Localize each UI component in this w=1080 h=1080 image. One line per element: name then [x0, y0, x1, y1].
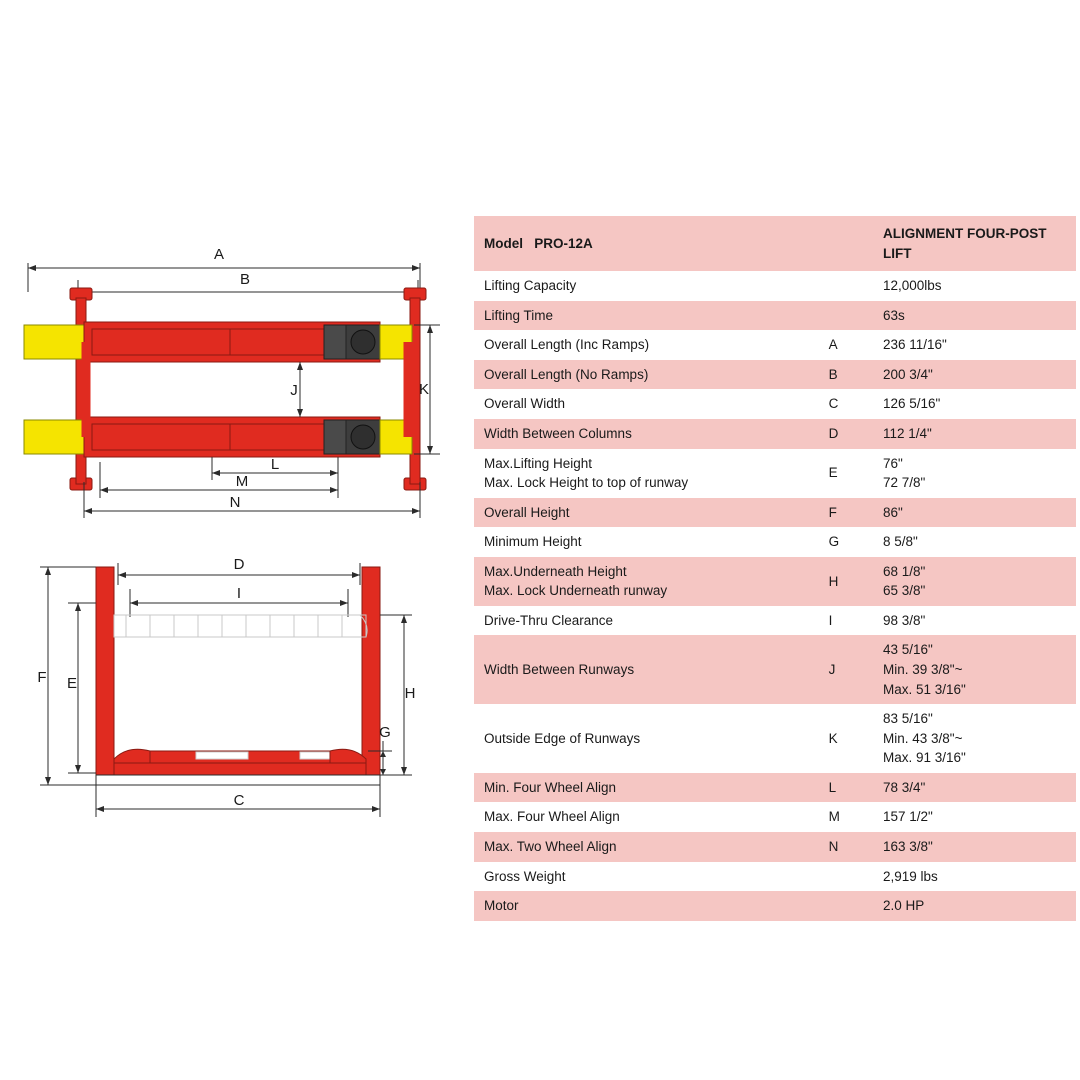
spec-row: [474, 802, 1076, 832]
spec-row-value: [873, 498, 1076, 528]
spec-row-code: I: [819, 606, 873, 636]
spec-row-value: [873, 802, 1076, 832]
spec-row-label: [474, 832, 819, 862]
spec-row-value: [873, 389, 1076, 419]
spec-row-label: [474, 389, 819, 419]
spec-row-label: [474, 449, 819, 498]
spec-row-value: [873, 773, 1076, 803]
base-plate: [96, 775, 380, 785]
header-code-cell: [819, 216, 873, 271]
spec-row: [474, 419, 1076, 449]
spec-label-line: Lifting Time: [484, 307, 554, 323]
spec-value-line: 2.0 HP: [882, 898, 925, 914]
spec-row-value: [873, 635, 1076, 704]
spec-table-header-row: [474, 216, 1076, 271]
spec-row-code: L: [819, 773, 873, 803]
spec-row-value: [873, 419, 1076, 449]
spec-row-label: [474, 704, 819, 773]
spec-value-line: 8 5/8": [882, 534, 918, 550]
spec-label-line: Max.Underneath Height: [484, 563, 627, 579]
spec-value-line: 98 3/8": [882, 612, 926, 628]
spec-value-line: 78 3/4": [882, 779, 926, 795]
dim-label-h: H: [404, 685, 416, 702]
spec-label-line: Min. Four Wheel Align: [484, 779, 617, 795]
spec-label-line: Overall Height: [484, 504, 570, 520]
spec-row-label: [474, 330, 819, 360]
header-title-cell: ALIGNMENT FOUR-POST LIFT: [873, 216, 1076, 271]
spec-row-label: [474, 498, 819, 528]
spec-value-line: 86": [882, 504, 903, 520]
runway-lower-block: [324, 420, 346, 454]
spec-value-line: 65 3/8": [882, 583, 926, 599]
spec-label-line: Gross Weight: [484, 868, 566, 884]
spec-label-line: Outside Edge of Runways: [484, 730, 641, 746]
spec-value-line: Max. 91 3/16": [882, 750, 966, 766]
runway-front-corner-right: [330, 749, 366, 763]
spec-row-label: [474, 773, 819, 803]
spec-row-label: [474, 360, 819, 390]
spec-label-line: Width Between Columns: [484, 425, 632, 441]
spec-label-line: Overall Width: [484, 396, 566, 412]
spec-label-line: Drive-Thru Clearance: [484, 612, 614, 628]
dim-label-i: I: [236, 585, 242, 602]
dim-label-l: L: [270, 456, 280, 473]
spec-row: [474, 498, 1076, 528]
spec-value-line: 72 7/8": [882, 475, 926, 491]
spec-row: [474, 360, 1076, 390]
spec-row-value: [873, 527, 1076, 557]
spec-row-label: [474, 862, 819, 892]
runway-upper-seg1: [92, 329, 230, 355]
post-right: [362, 567, 380, 785]
spec-value-line: Max. 51 3/16": [882, 681, 966, 697]
spec-value-line: Min. 43 3/8"~: [882, 730, 963, 746]
spec-value-line: 163 3/8": [882, 838, 933, 854]
spec-label-line: Max. Two Wheel Align: [484, 838, 617, 854]
top-view-diagram: [0, 230, 470, 530]
runway-lower-seg1: [92, 424, 230, 450]
spec-table-body: [474, 216, 1076, 921]
spec-row-label: [474, 271, 819, 301]
spec-value-line: 112 1/4": [882, 425, 932, 441]
dim-label-m: M: [235, 473, 249, 490]
spec-row-label: [474, 419, 819, 449]
turnplate-upper: [351, 330, 375, 354]
spec-value-line: 12,000lbs: [882, 278, 942, 294]
runway-upper-seg2: [230, 329, 324, 355]
spec-value-line: Min. 39 3/8"~: [882, 662, 963, 677]
spec-label-line: Minimum Height: [484, 534, 582, 550]
post-left: [96, 567, 114, 785]
spec-value-line: 83 5/16": [882, 711, 933, 727]
dim-label-b: B: [239, 271, 251, 288]
spec-row-code: K: [819, 704, 873, 773]
spec-row-code: E: [819, 449, 873, 498]
ramp-upper-left: [24, 325, 84, 359]
spec-value-line: 200 3/4": [882, 366, 933, 382]
specification-table: [474, 216, 1076, 921]
runway-lower-seg2: [230, 424, 324, 450]
dim-label-d: D: [233, 556, 245, 573]
dim-label-f: F: [37, 669, 47, 686]
runway-front-corner-left: [114, 749, 150, 763]
spec-row-value: [873, 330, 1076, 360]
spec-row: [474, 557, 1076, 606]
spec-value-line: 236 11/16": [882, 337, 947, 353]
turnplate-lower: [351, 425, 375, 449]
spec-row: [474, 773, 1076, 803]
spec-value-line: 43 5/16": [882, 642, 933, 658]
spec-value-line: 126 5/16": [882, 396, 941, 412]
spec-row-code: C: [819, 389, 873, 419]
spec-row-value: [873, 449, 1076, 498]
spec-label-line: Overall Length (Inc Ramps): [484, 337, 650, 353]
spec-value-line: 63s: [882, 307, 905, 323]
spec-label-line: Max. Lock Underneath runway: [484, 583, 668, 599]
spec-label-line: Lifting Capacity: [484, 278, 577, 294]
runway-upper-block: [324, 325, 346, 359]
spec-value-line: 68 1/8": [882, 563, 926, 579]
runway-front-gap1: [196, 752, 248, 759]
spec-row-label: [474, 606, 819, 636]
runway-ghost-outline: [114, 615, 367, 637]
dim-label-k: K: [418, 381, 430, 398]
spec-row-code: N: [819, 832, 873, 862]
spec-row-code: [819, 301, 873, 331]
spec-row-code: A: [819, 330, 873, 360]
spec-row-value: [873, 301, 1076, 331]
spec-row: [474, 891, 1076, 921]
spec-row-code: [819, 891, 873, 921]
header-model-value: PRO-12A: [534, 235, 593, 251]
spec-row-code: [819, 862, 873, 892]
spec-row-label: [474, 891, 819, 921]
spec-row: [474, 635, 1076, 704]
spec-label-line: Max. Four Wheel Align: [484, 809, 620, 825]
front-view-diagram: [0, 545, 470, 845]
spec-value-line: 157 1/2": [882, 809, 933, 825]
spec-row-code: H: [819, 557, 873, 606]
spec-label-line: Motor: [484, 898, 519, 914]
spec-label-line: Overall Length (No Ramps): [484, 366, 649, 382]
spec-row-label: [474, 635, 819, 704]
technical-drawings-panel: [0, 0, 470, 1080]
dim-label-n: N: [229, 494, 241, 511]
spec-row: [474, 606, 1076, 636]
spec-row-label: [474, 301, 819, 331]
spec-row-value: [873, 606, 1076, 636]
ramp-lower-left: [24, 420, 84, 454]
spec-row-code: D: [819, 419, 873, 449]
spec-value-line: 76": [882, 455, 903, 471]
spec-row-code: M: [819, 802, 873, 832]
header-model-label: Model: [484, 235, 523, 251]
dim-label-j: J: [290, 382, 298, 399]
runway-front-assembly: [96, 749, 380, 785]
spec-value-line: 2,919 lbs: [882, 868, 938, 884]
spec-label-line: Max.Lifting Height: [484, 455, 593, 471]
spec-row: [474, 301, 1076, 331]
spec-row: [474, 832, 1076, 862]
spec-row: [474, 271, 1076, 301]
spec-label-line: Width Between Runways: [484, 662, 635, 677]
spec-row-label: [474, 802, 819, 832]
spec-row-value: [873, 891, 1076, 921]
spec-row-code: [819, 271, 873, 301]
spec-row-value: [873, 557, 1076, 606]
dim-label-e: E: [66, 675, 78, 692]
spec-row-value: [873, 832, 1076, 862]
spec-row-value: [873, 704, 1076, 773]
spec-row-value: [873, 862, 1076, 892]
spec-row-code: J: [819, 635, 873, 704]
spec-row-label: [474, 557, 819, 606]
spec-row: [474, 862, 1076, 892]
spec-row: [474, 389, 1076, 419]
spec-row-value: [873, 360, 1076, 390]
dim-label-c: C: [233, 792, 245, 809]
spec-row-label: [474, 527, 819, 557]
spec-row: [474, 330, 1076, 360]
spec-row-value: [873, 271, 1076, 301]
header-model-cell: [474, 216, 819, 271]
spec-row: [474, 704, 1076, 773]
spec-row-code: F: [819, 498, 873, 528]
spec-row: [474, 449, 1076, 498]
spec-row: [474, 527, 1076, 557]
spec-row-code: B: [819, 360, 873, 390]
dim-label-g: G: [379, 724, 391, 741]
dim-label-a: A: [213, 246, 225, 263]
runway-front-gap2: [300, 752, 334, 759]
spec-row-code: G: [819, 527, 873, 557]
spec-label-line: Max. Lock Height to top of runway: [484, 475, 689, 491]
